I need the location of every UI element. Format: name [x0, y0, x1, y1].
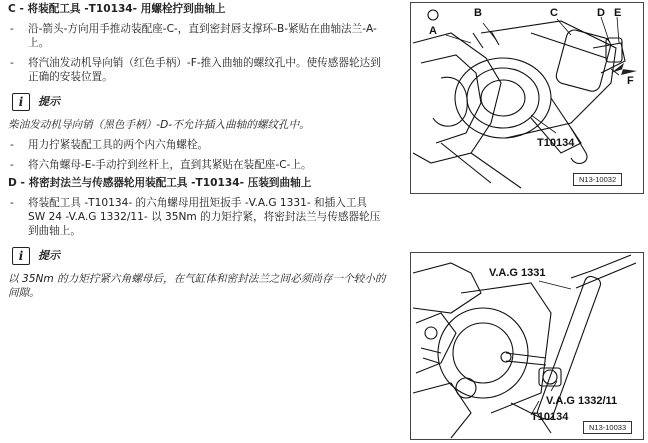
note-header [8, 92, 386, 112]
figure-label-b: B [474, 7, 482, 19]
figure-label-c: C [550, 7, 558, 19]
note-label: 提示 [38, 249, 60, 262]
step-d-heading: D - 将密封法兰与传感器轮用装配工具 -T10134- 压装到曲轴上 [8, 177, 312, 189]
figure-2 [410, 252, 644, 440]
figure-label-f: F [627, 75, 634, 87]
instruction-text [8, 2, 386, 300]
figure-tool-label: T10134 [531, 411, 569, 423]
step-c-heading: C - 将装配工具 -T10134- 用螺栓拧到曲轴上 [8, 3, 226, 15]
step-c-bullet-3: 用力拧紧装配工具的两个内六角螺栓。 [28, 139, 209, 151]
figure-label-a: A [429, 25, 437, 37]
bullet-dash: - [10, 23, 14, 35]
bullet-dash: - [10, 197, 14, 209]
list-item [8, 138, 386, 152]
info-icon: i [12, 93, 30, 111]
figure-tool-label: T10134 [537, 137, 575, 149]
step-c-bullet-1: 沿-箭头-方向用手推动装配座-C-，直到密封唇支撑环-B-紧贴在曲轴法兰-A-上。 [28, 23, 377, 49]
list-item [8, 196, 386, 238]
figure-insert-label: V.A.G 1332/11 [546, 395, 618, 407]
step-c-bullet-2: 将汽油发动机导向销（红色手柄）-F-推入曲轴的螺纹孔中。使传感器轮达到正确的安装位置。 [28, 57, 381, 83]
figure-id: N13-10032 [573, 173, 622, 186]
list-item [8, 158, 386, 172]
note-text: 以 35Nm 的力矩拧紧六角螺母后，在气缸体和密封法兰之间必须尚存一个较小的间隙。 [8, 273, 386, 299]
note-text: 柴油发动机导向销（黑色手柄）-D-不允许插入曲轴的螺纹孔中。 [8, 119, 310, 131]
note-header [8, 246, 386, 266]
figure-label-e: E [614, 7, 622, 19]
figure-1 [410, 2, 644, 194]
figure-wrench-label: V.A.G 1331 [489, 267, 546, 279]
list-item [8, 56, 386, 84]
info-icon: i [12, 247, 30, 265]
step-d-bullet-1: 将装配工具 -T10134- 的六角螺母用扭矩扳手 -V.A.G 1331- 和插入工具 SW 24 -V.A.G 1332/11- 以 35Nm 的力矩拧紧，将密封法兰与传感器轮压到曲轴上。 [28, 197, 381, 237]
figure-1-drawing [411, 3, 643, 193]
figure-2-drawing [411, 253, 643, 439]
bullet-dash: - [10, 57, 14, 69]
bullet-dash: - [10, 159, 14, 171]
note-label: 提示 [38, 95, 60, 108]
figure-label-d: D [597, 7, 605, 19]
step-c-bullet-4: 将六角螺母-E-手动拧到丝杆上，直到其紧贴在装配座-C-上。 [28, 159, 312, 171]
figure-id: N13-10033 [583, 421, 632, 434]
bullet-dash: - [10, 139, 14, 151]
list-item [8, 22, 386, 50]
